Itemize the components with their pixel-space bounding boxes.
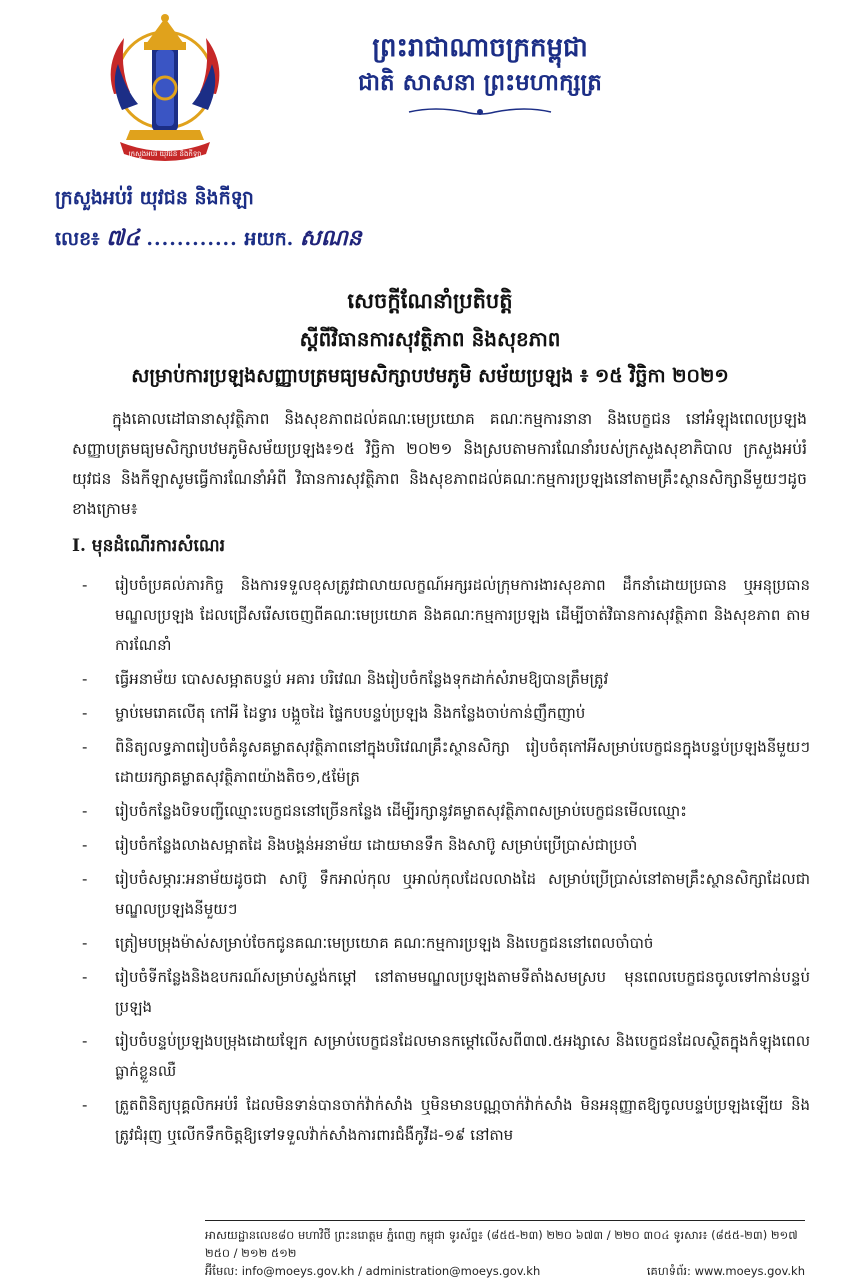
ornament-divider-icon <box>405 104 555 120</box>
list-item: - រៀបចំបន្ទប់ប្រឡងបម្រុងដោយឡែក សម្រាប់បេក្ខជនដែលមានកម្តៅលើសពី៣៧.៥អង្សាសេ និងបេក្ខជនដែលស្ថិតក្នុងកំឡុងពេលធ្លាក់ខ្លួនឈឺ <box>82 1032 810 1080</box>
document-title: សេចក្តីណែនាំប្រតិបត្តិ <box>347 288 513 313</box>
intro-text: ក្នុងគោលដៅធានាសុវត្ថិភាព និងសុខភាពដល់គណៈមេប្រយោគ គណៈកម្មការនានា និងបេក្ខជន នៅអំឡុងពេលប្រឡងសញ្ញាបត្រមធ្យមសិក្សាបឋមភូមិសម័យប្រឡង៖១៥ វិច្ឆិកា ២០២១ និងស្របតាមការណែនាំរបស់ក្រសួងសុខាភិបាល ក្រសួងអប់រំ យុវជន និងកីឡាសូមធ្វើការណែនាំអំពី វិធានការសុវត្ថិភាព និងសុខភាពដល់គណៈកម្មការប្រឡងនៅតាមគ្រឹះស្ថានសិក្សានីមួយៗដូចខាងក្រោម៖ <box>72 410 807 518</box>
list-item: - រៀបចំកន្លែងលាងសម្អាតដៃ និងបង្គន់អនាម័យ ដោយមានទឹក និងសាប៊ូ សម្រាប់ប្រើប្រាស់ជាប្រចាំ <box>82 836 638 854</box>
list-item: - ម្ចាប់មេរោគលើតុ កៅអី ដៃទ្វារ បង្អួចដៃ ផ្ទៃកបបន្ទប់ប្រឡង និងកន្លែងចាប់កាន់ញឹកញាប់ <box>82 704 586 722</box>
list-item: - ត្រួតពិនិត្យបុគ្គលិកអប់រំ ដែលមិនទាន់បានចាក់វ៉ាក់សាំង ឬមិនមានបណ្ណចាក់វ៉ាក់សាំង មិនអនុញ្ញាតឱ្យចូលបន្ទប់ប្រឡងឡើយ និងត្រូវជំរុញ ឬលើកទឹកចិត្តឱ្យទៅទទួលវ៉ាក់សាំងការពារជំងឺកូវីដ-១៩ នៅតាម <box>82 1096 810 1144</box>
reference-label: លេខ៖ <box>55 228 100 250</box>
reference-dots: ............ <box>146 228 238 250</box>
list-item: - រៀបចំទីកន្លែងនិងឧបករណ៍សម្រាប់ស្ទង់កម្តៅ នៅតាមមណ្ឌលប្រឡងតាមទីតាំងសមស្រប មុនពេលបេក្ខជនចូលទៅកាន់បន្ទប់ប្រឡង <box>82 968 810 1016</box>
instruction-list <box>78 570 810 1154</box>
document-scope: សម្រាប់ការប្រឡងសញ្ញាបត្រមធ្យមសិក្សាបឋមភូមិ សម័យប្រឡង ៖ ១៥ វិច្ឆិកា ២០២១ <box>131 365 729 387</box>
reference-code: សណន <box>299 225 362 251</box>
document-subject: ស្តីពីវិធានការសុវត្ថិភាព និងសុខភាព <box>299 327 561 351</box>
footer-web-label: គេហទំព័រ: <box>646 1264 691 1278</box>
reference-line <box>55 224 362 256</box>
section-heading <box>72 535 225 560</box>
list-item: - ធ្វើអនាម័យ បោសសម្អាតបន្ទប់ អគារ បរិវេណ និងរៀបចំកន្លែងទុកដាក់សំរាមឱ្យបានត្រឹមត្រូវ <box>82 670 609 688</box>
section-title: មុនដំណើរការសំណេរ <box>91 536 226 556</box>
footer-website[interactable]: www.moeys.gov.kh <box>694 1264 805 1278</box>
footer-email-label: អ៊ីមែល: <box>205 1264 239 1278</box>
kingdom-header <box>300 30 660 120</box>
kingdom-title: ព្រះរាជាណាចក្រកម្ពុជា <box>372 33 588 63</box>
section-numeral: I. <box>72 536 86 556</box>
footer-email[interactable]: info@moeys.gov.kh / administration@moeys.gov.kh <box>241 1264 541 1278</box>
logo-caption: ក្រសួងអប់រំ យុវជន និងកីឡា <box>128 150 202 158</box>
list-item: - ពិនិត្យលទ្ធភាពរៀបចំគំនូសគម្លាតសុវត្ថិភាពនៅក្នុងបរិវេណគ្រឹះស្ថានសិក្សា រៀបចំតុកៅអីសម្រាប់បេក្ខជនក្នុងបន្ទប់ប្រឡងនីមួយៗ ដោយរក្សាគម្លាតសុវត្ថិភាពយ៉ាងតិច១,៥ម៉ែត្រ <box>82 738 810 786</box>
intro-paragraph <box>72 404 807 524</box>
ministry-name: ក្រសួងអប់រំ យុវជន និងកីឡា <box>55 187 254 209</box>
reference-number: ៧៤ <box>106 225 140 251</box>
list-item: - រៀបចំកន្លែងបិទបញ្ជីឈ្មោះបេក្ខជននៅច្រើនកន្លែង ដើម្បីរក្សានូវគម្លាតសុវត្ថិភាពសម្រាប់បេក្ខជនមើលឈ្មោះ <box>82 802 687 820</box>
list-item: - រៀបចំសម្ភារៈអនាម័យដូចជា សាប៊ូ ទឹកអាល់កុល ឬអាល់កុលដែលលាងដៃ សម្រាប់ប្រើប្រាស់នៅតាមគ្រឹះស្ថានសិក្សាដែលជាមណ្ឌលប្រឡងនីមួយៗ <box>82 870 810 918</box>
list-item: - រៀបចំប្រគល់ភារកិច្ច និងការទទួលខុសត្រូវជាលាយលក្ខណ៍អក្សរដល់ក្រុមការងារសុខភាព ដឹកនាំដោយប្រធាន ឬអនុប្រធានមណ្ឌលប្រឡង ដែលជ្រើសរើសចេញពីគណៈមេប្រយោគ និងគណៈកម្មការប្រឡង ដើម្បីចាត់វិធានការសុវត្ថិភាព និងសុខភាព តាមការណែនាំ <box>82 576 810 654</box>
reference-suffix: អយក. <box>244 228 294 250</box>
footer <box>205 1226 805 1280</box>
footer-address: អាសយដ្ឋានលេខ៨០ មហាវិថី ព្រះនរោត្តម ភ្នំពេញ កម្ពុជា ទូរស័ព្ទ៖ (៨៥៥-២៣) ២២០ ៦៧៣ / ២២០ ៣០៤ ទូរសារ៖ (៨៥៥-២៣) ២១៧ ២៥០ / ២១២ ៥១២ <box>205 1228 798 1260</box>
national-motto: ជាតិ សាសនា ព្រះមហាក្សត្រ <box>358 69 602 96</box>
list-item: - ត្រៀមបម្រុងម៉ាស់សម្រាប់ចែកជូនគណៈមេប្រយោគ គណៈកម្មការប្រឡង និងបេក្ខជននៅពេលចាំបាច់ <box>82 934 654 952</box>
footer-email-block <box>205 1262 540 1280</box>
footer-web-block <box>647 1262 805 1280</box>
ministry-emblem-logo <box>100 14 230 174</box>
footer-divider <box>205 1220 805 1221</box>
